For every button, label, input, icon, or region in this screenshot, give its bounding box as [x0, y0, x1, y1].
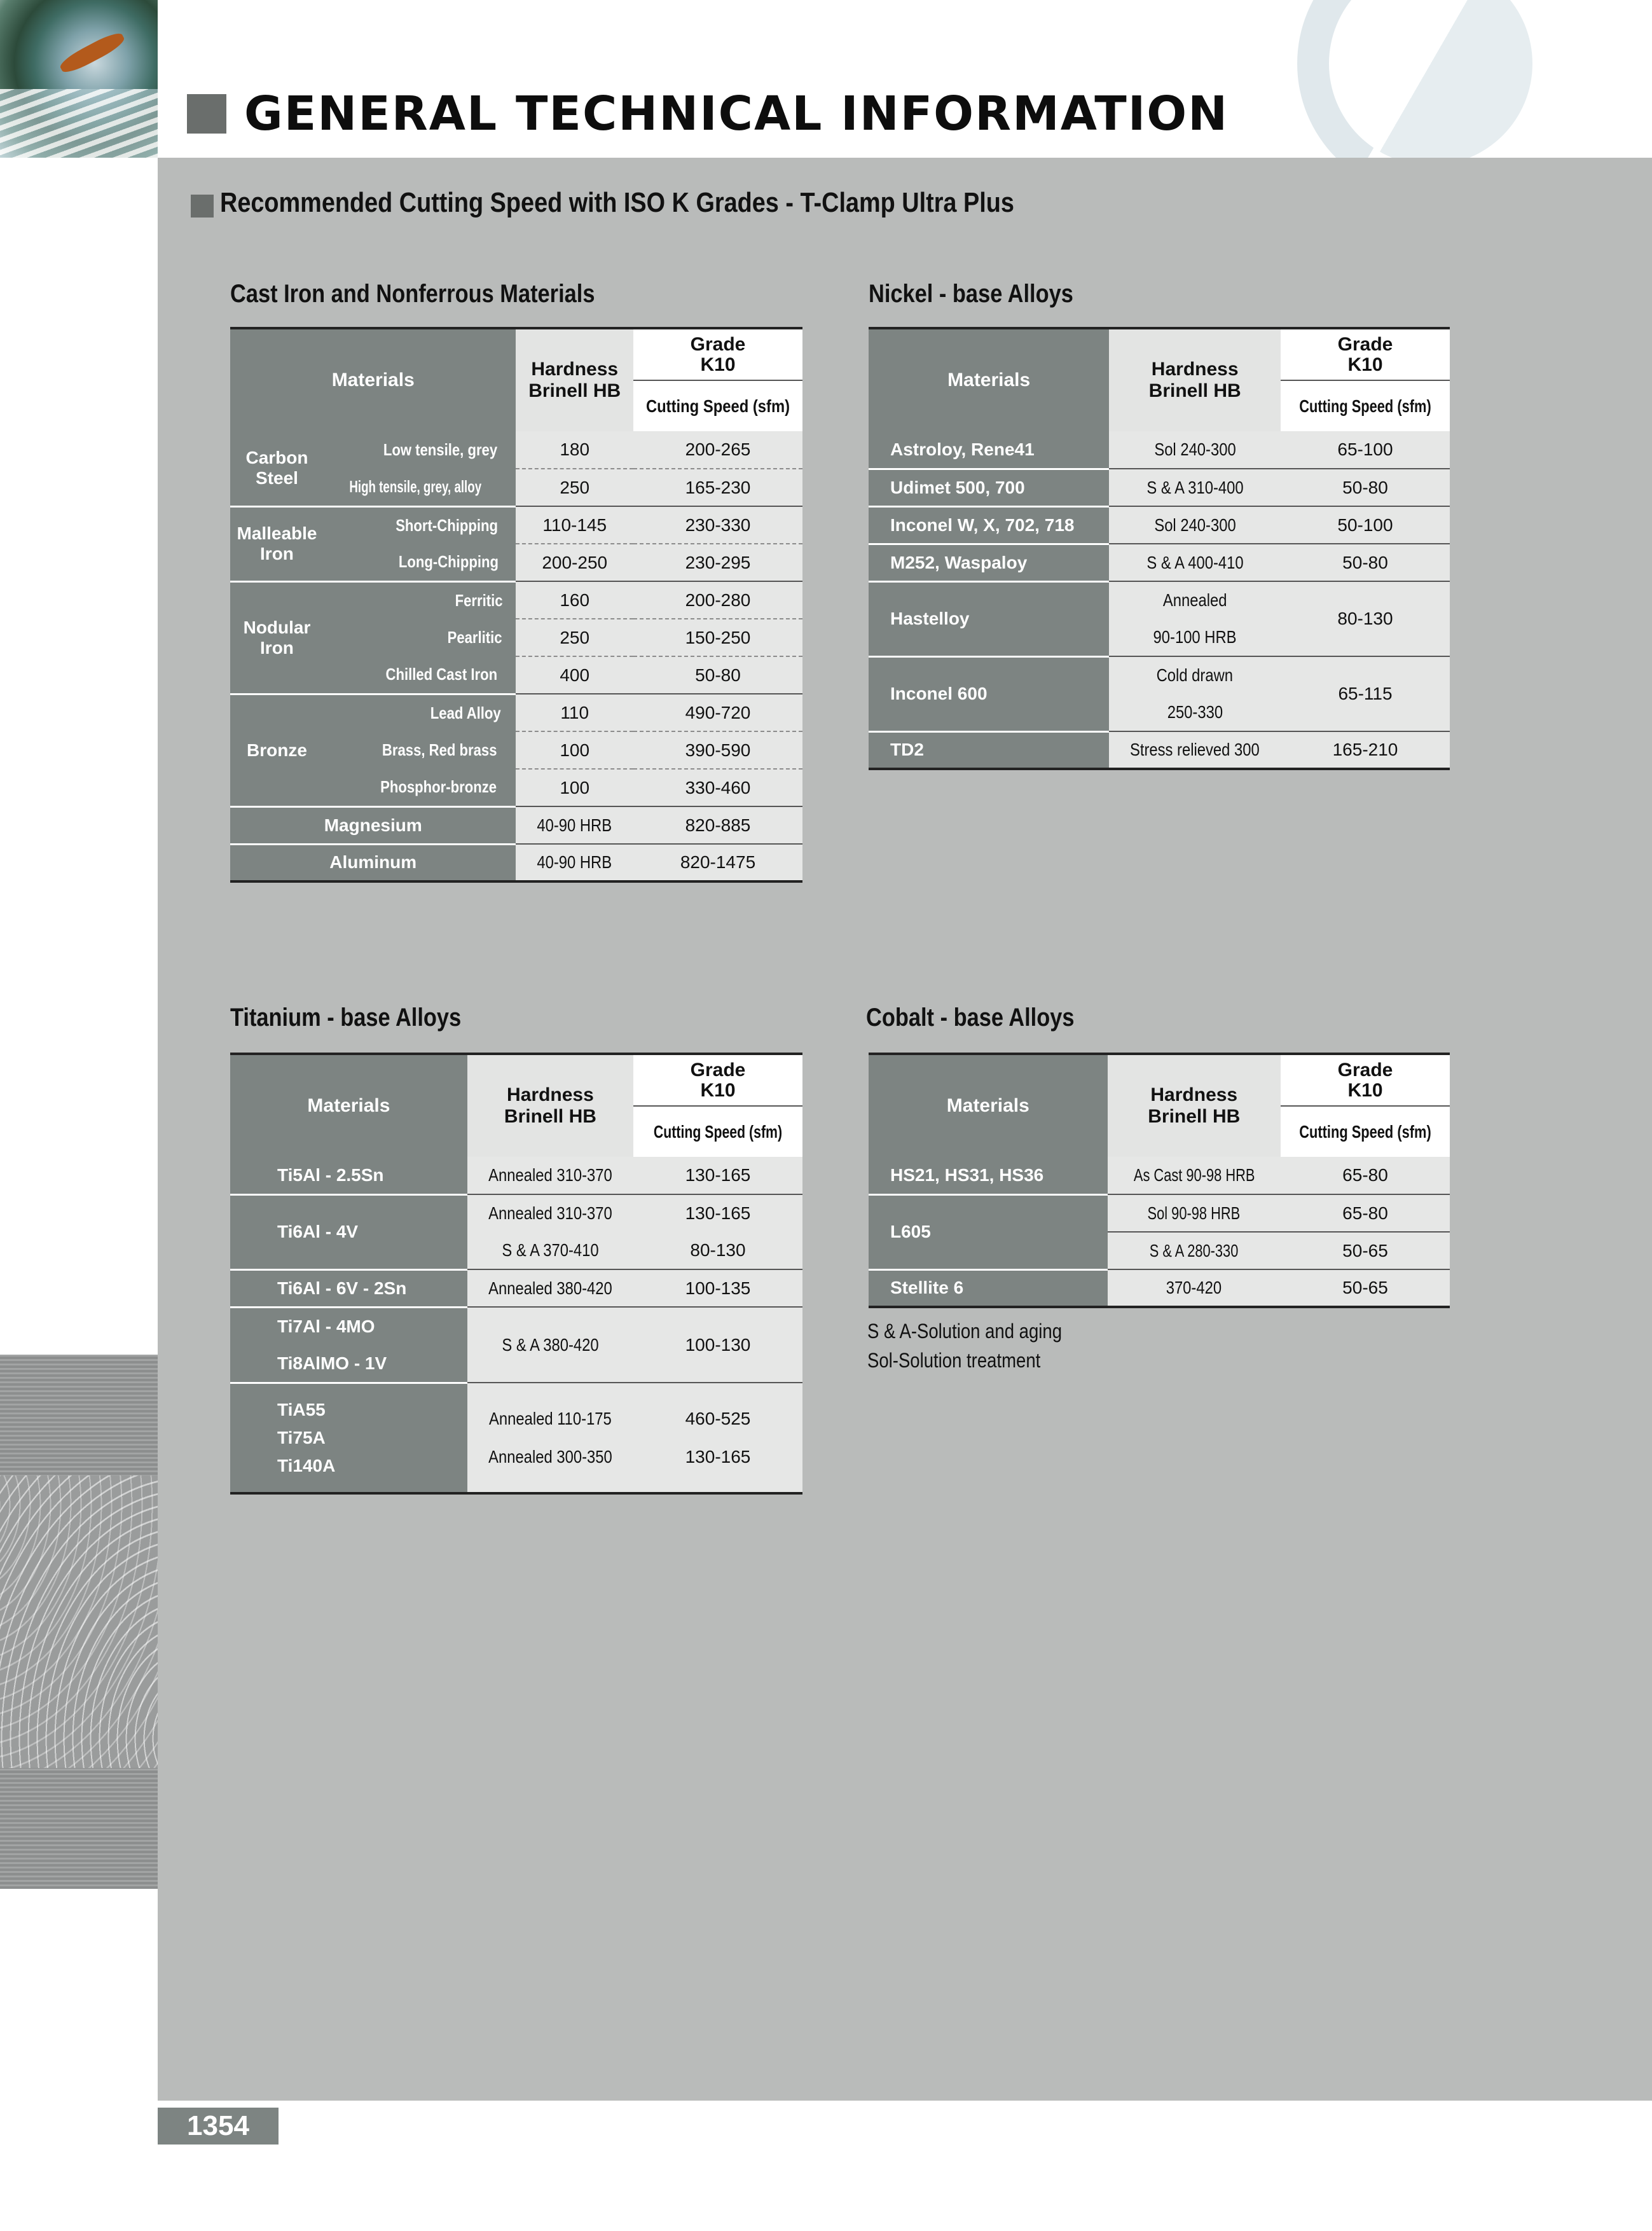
speed-cell: 330-460	[633, 769, 802, 806]
grade-header: Grade K10	[1281, 1054, 1450, 1106]
row-inconel-600: Inconel 600	[869, 656, 1109, 731]
hardness-header: Hardness Brinell HB	[516, 328, 633, 431]
hb-cell: Cold drawn 250-330	[1109, 656, 1281, 731]
hb-cell: 110-145	[516, 506, 633, 544]
row-m252: M252, Waspaloy	[869, 544, 1109, 581]
materials-header: Materials	[869, 1054, 1108, 1157]
grade-header: Grade K10	[633, 1054, 802, 1106]
speed-cell: 100-130	[633, 1307, 802, 1383]
hb-cell: Sol 90-98 HRB	[1108, 1194, 1281, 1232]
hb-cell: 160	[516, 581, 633, 619]
hb-cell: S & A 400-410	[1109, 544, 1281, 581]
row-astroloy: Astroloy, Rene41	[869, 431, 1109, 469]
hb-cell: Annealed 310-370	[467, 1157, 633, 1194]
hb-cell: Annealed 90-100 HRB	[1109, 581, 1281, 656]
hb-cell: Annealed 310-370 S & A 370-410	[467, 1194, 633, 1269]
speed-header: Cutting Speed (sfm)	[633, 1106, 802, 1157]
hb-cell: 100	[516, 769, 633, 806]
speed-cell: 50-65	[1281, 1269, 1450, 1307]
speed-cell: 820-885	[633, 806, 802, 844]
group-carbon-steel: Carbon Steel	[230, 431, 324, 506]
speed-header: Cutting Speed (sfm)	[633, 380, 802, 431]
hb-cell: Sol 240-300	[1109, 506, 1281, 544]
hb-cell: 40-90 HRB	[516, 806, 633, 844]
hb-cell: 250	[516, 469, 633, 506]
group-bronze: Bronze	[230, 694, 324, 806]
sub-ferritic: Ferritic	[324, 581, 516, 619]
sub-low-tensile: Low tensile, grey	[324, 431, 516, 469]
sub-phosphor-bronze: Phosphor-bronze	[324, 769, 516, 806]
row-tia55: TiA55 Ti75A Ti140A	[230, 1383, 467, 1493]
hb-cell: 400	[516, 656, 633, 694]
row-ti5al: Ti5Al - 2.5Sn	[230, 1157, 467, 1194]
speed-cell: 490-720	[633, 694, 802, 731]
row-magnesium: Magnesium	[230, 806, 516, 844]
hardness-header: Hardness Brinell HB	[1108, 1054, 1281, 1157]
sub-short-chipping: Short-Chipping	[324, 506, 516, 544]
sub-brass: Brass, Red brass	[324, 731, 516, 769]
hb-cell: S & A 280-330	[1108, 1232, 1281, 1269]
speed-cell: 130-165	[633, 1157, 802, 1194]
hb-cell: As Cast 90-98 HRB	[1108, 1157, 1281, 1194]
water-spray	[0, 89, 158, 158]
row-stellite: Stellite 6	[869, 1269, 1108, 1307]
materials-header: Materials	[230, 328, 516, 431]
materials-header: Materials	[869, 328, 1109, 431]
row-aluminum: Aluminum	[230, 844, 516, 881]
cast-iron-table	[230, 327, 802, 883]
row-td2: TD2	[869, 731, 1109, 769]
hb-cell: Annealed 110-175 Annealed 300-350	[467, 1383, 633, 1493]
page-title: GENERAL TECHNICAL INFORMATION	[244, 86, 1229, 141]
kayak-shape	[57, 29, 127, 77]
hb-cell: Sol 240-300	[1109, 431, 1281, 469]
sub-pearlitic: Pearlitic	[324, 619, 516, 656]
speed-cell: 100-135	[633, 1269, 802, 1307]
materials-header: Materials	[230, 1054, 467, 1157]
grade-header: Grade K10	[633, 328, 802, 380]
row-ti7al: Ti7Al - 4MO Ti8AlMO - 1V	[230, 1307, 467, 1383]
grade-header: Grade K10	[1281, 328, 1450, 380]
cobalt-title: Cobalt - base Alloys	[866, 1004, 1075, 1032]
hb-cell: 110	[516, 694, 633, 731]
speed-cell: 50-80	[633, 656, 802, 694]
kayak-photo	[0, 0, 158, 158]
page-number: 1354	[158, 2108, 279, 2145]
speed-cell: 130-165 80-130	[633, 1194, 802, 1269]
row-l605: L605	[869, 1194, 1108, 1269]
nickel-table	[869, 327, 1450, 770]
sub-chilled-cast-iron: Chilled Cast Iron	[324, 656, 516, 694]
cobalt-table	[869, 1053, 1450, 1308]
group-malleable-iron: Malleable Iron	[230, 506, 324, 581]
titanium-table	[230, 1053, 802, 1495]
speed-cell: 80-130	[1281, 581, 1450, 656]
speed-cell: 200-265	[633, 431, 802, 469]
speed-cell: 200-280	[633, 581, 802, 619]
cast-iron-title: Cast Iron and Nonferrous Materials	[230, 280, 595, 308]
row-hs21: HS21, HS31, HS36	[869, 1157, 1108, 1194]
note-sol: Sol-Solution treatment	[867, 1349, 1041, 1372]
hb-cell: Annealed 380-420	[467, 1269, 633, 1307]
row-hastelloy: Hastelloy	[869, 581, 1109, 656]
speed-cell: 165-230	[633, 469, 802, 506]
hb-cell: 250	[516, 619, 633, 656]
speed-cell: 460-525 130-165	[633, 1383, 802, 1493]
note-s-and-a: S & A-Solution and aging	[867, 1320, 1062, 1343]
speed-cell: 50-80	[1281, 544, 1450, 581]
row-ti6al-4v: Ti6Al - 4V	[230, 1194, 467, 1269]
speed-cell: 165-210	[1281, 731, 1450, 769]
hb-cell: 370-420	[1108, 1269, 1281, 1307]
speed-cell: 820-1475	[633, 844, 802, 881]
hb-cell: Stress relieved 300	[1109, 731, 1281, 769]
speed-cell: 65-100	[1281, 431, 1450, 469]
hb-cell: S & A 310-400	[1109, 469, 1281, 506]
speed-cell: 50-100	[1281, 506, 1450, 544]
hb-cell: S & A 380-420	[467, 1307, 633, 1383]
group-nodular-iron: Nodular Iron	[230, 581, 324, 694]
speed-cell: 65-80	[1281, 1157, 1450, 1194]
sub-high-tensile: High tensile, grey, alloy	[324, 469, 516, 506]
subtitle-marker	[191, 195, 214, 218]
left-wave-band	[0, 1355, 158, 1889]
row-inconel-w: Inconel W, X, 702, 718	[869, 506, 1109, 544]
speed-cell: 150-250	[633, 619, 802, 656]
speed-cell: 390-590	[633, 731, 802, 769]
page-subtitle: Recommended Cutting Speed with ISO K Grades - T-Clamp Ultra Plus	[220, 187, 1014, 218]
row-udimet: Udimet 500, 700	[869, 469, 1109, 506]
speed-cell: 65-115	[1281, 656, 1450, 731]
titanium-title: Titanium - base Alloys	[230, 1004, 462, 1032]
speed-header: Cutting Speed (sfm)	[1281, 380, 1450, 431]
sub-long-chipping: Long-Chipping	[324, 544, 516, 581]
speed-header: Cutting Speed (sfm)	[1281, 1106, 1450, 1157]
speed-cell: 50-80	[1281, 469, 1450, 506]
speed-cell: 65-80	[1281, 1194, 1450, 1232]
footnotes	[867, 1316, 1062, 1375]
hb-cell: 180	[516, 431, 633, 469]
row-ti6al-6v: Ti6Al - 6V - 2Sn	[230, 1269, 467, 1307]
speed-cell: 230-330	[633, 506, 802, 544]
hb-cell: 100	[516, 731, 633, 769]
sub-lead-alloy: Lead Alloy	[324, 694, 516, 731]
speed-cell: 230-295	[633, 544, 802, 581]
hb-cell: 40-90 HRB	[516, 844, 633, 881]
hb-cell: 200-250	[516, 544, 633, 581]
hardness-header: Hardness Brinell HB	[467, 1054, 633, 1157]
wave-pattern	[0, 1475, 158, 1768]
nickel-title: Nickel - base Alloys	[869, 280, 1073, 308]
title-marker	[187, 94, 226, 134]
hardness-header: Hardness Brinell HB	[1109, 328, 1281, 431]
speed-cell: 50-65	[1281, 1232, 1450, 1269]
